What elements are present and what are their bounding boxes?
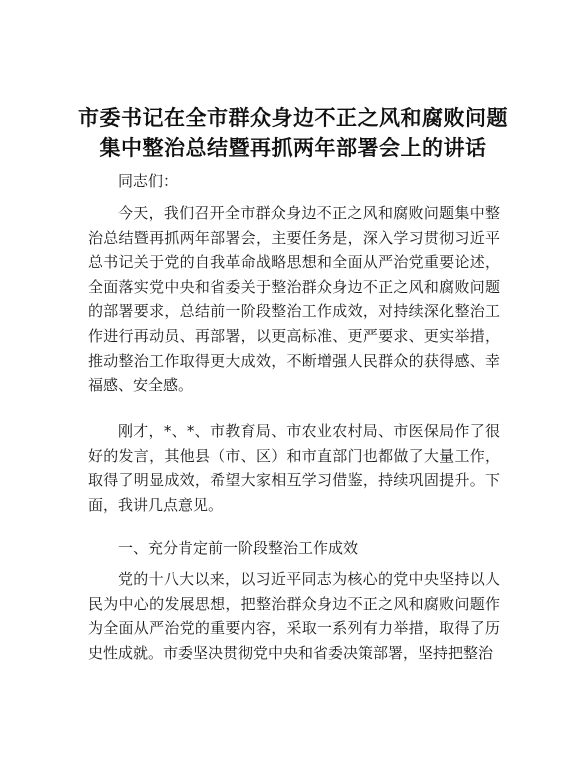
greeting: 同志们： — [118, 172, 179, 190]
document-title-line-1: 市委书记在全市群众身边不正之风和腐败问题 — [78, 106, 508, 130]
document-title-line-2: 集中整治总结暨再抓两年部署会上的讲话 — [99, 136, 487, 160]
paragraph-2-text: 刚才，*、*、市教育局、市农业农村局、市医保局作了很好的发言，其他县（市、区）和市直部门也都做了大量工作，取得了明显成效，希望大家相互学习借鉴，持续巩固提升。下面，我讲几点意见。 — [88, 422, 500, 514]
section-heading: 一、充分肯定前一阶段整治工作成效 — [118, 539, 359, 557]
paragraph-3 — [88, 567, 500, 665]
paragraph-2 — [88, 419, 500, 517]
paragraph-1 — [88, 201, 500, 398]
paragraph-1-text: 今天，我们召开全市群众身边不正之风和腐败问题集中整治总结暨再抓两年部署会，主要任务是，深入学习贯彻习近平总书记关于党的自我革命战略思想和全面从严治党重要论述，全面落实党中央和省委关于整治群众身边不正之风和腐败问题的部署要求，总结前一阶段整治工作成效，对持续深化整治工作进行再动员、再部署，以更高标准、更严要求、更实举措，推动整治工作取得更大成效，不断增强人民群众的获得感、幸福感、安全感。 — [88, 204, 500, 395]
paragraph-3-text: 党的十八大以来，以习近平同志为核心的党中央坚持以人民为中心的发展思想，把整治群众身边不正之风和腐败问题作为全面从严治党的重要内容，采取一系列有力举措，取得了历史性成就。市委坚决贯彻党中央和省委决策部署，坚持把整治 — [88, 570, 500, 662]
